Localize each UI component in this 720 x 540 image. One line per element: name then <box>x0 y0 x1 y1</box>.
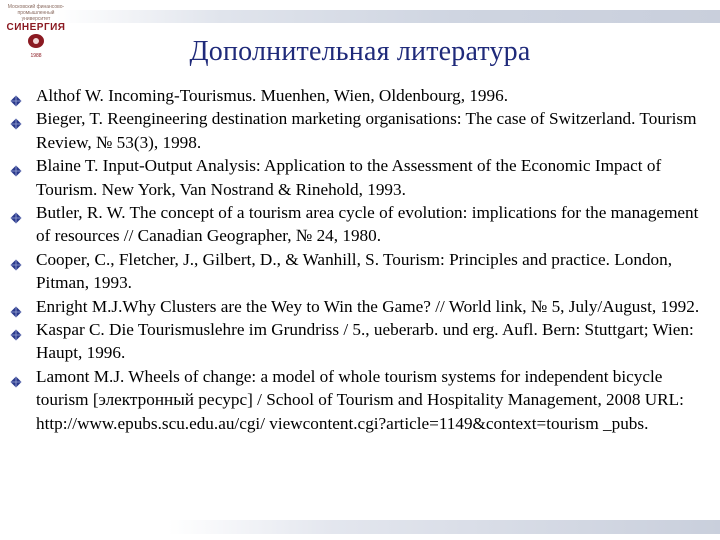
reference-list <box>10 84 710 435</box>
reference-text: Butler, R. W. The concept of a tourism area cycle of evolution: implications for the management of resources // Canadian Geographer, № 24, 1980. <box>36 203 699 246</box>
reference-text: Cooper, C., Fletcher, J., Gilbert, D., & Wanhill, S. Tourism: Principles and practice. London, Pitman, 1993. <box>36 249 673 293</box>
reference-text: Blaine T. Input-Output Analysis: Application to the Assessment of the Economic Impact of Tourism. New York, Van Nostrand & Rinehold, 1993. <box>36 156 662 199</box>
reference-text: Bieger, T. Reengineering destination marketing organisations: The case of Switzerland. Tourism Review, № 53(3), 1998. <box>36 109 697 152</box>
reference-item <box>10 318 710 365</box>
diamond-bullet-icon <box>10 207 22 219</box>
header-decor-bar <box>56 10 720 23</box>
reference-item <box>10 107 710 154</box>
footer-decor-bar <box>168 520 720 534</box>
diamond-bullet-icon <box>10 160 22 172</box>
diamond-bullet-icon <box>10 254 22 266</box>
reference-text: Enright M.J.Why Clusters are the Wey to Win the Game? // World link, № 5, July/August, 1992. <box>36 296 700 316</box>
diamond-bullet-icon <box>10 113 22 125</box>
reference-item <box>10 201 710 248</box>
diamond-bullet-icon <box>10 90 22 102</box>
reference-text: Kaspar C. Die Tourismuslehre im Grundriss / 5., ueberarb. und erg. Aufl. Bern: Stuttgart; Wien: Haupt, 1996. <box>36 320 694 363</box>
logo-top-text: Московский финансово-промышленный университет <box>7 4 65 22</box>
slide-title: Дополнительная литература <box>189 36 531 67</box>
reference-item <box>10 84 710 107</box>
reference-item <box>10 365 710 435</box>
logo-year: 1988 <box>30 53 42 59</box>
reference-item <box>10 154 710 201</box>
diamond-bullet-icon <box>10 371 22 383</box>
diamond-bullet-icon <box>10 301 22 313</box>
reference-item <box>10 248 710 295</box>
logo-brand-text: СИНЕРГИЯ <box>6 22 66 33</box>
diamond-bullet-icon <box>10 324 22 336</box>
reference-item <box>10 295 710 318</box>
reference-text: Althof W. Incoming-Tourismus. Muenhen, Wien, Oldenbourg, 1996. <box>36 86 508 105</box>
reference-text: Lamont M.J. Wheels of change: a model of whole tourism systems for independent bicycle tourism [электронный ресурс] / School of Tourism and Hospitality Management, 2008 URL: http://www.epubs.scu.edu.au/cgi/ viewcontent.cgi?article=1149&context=tourism _pubs. <box>36 366 684 433</box>
